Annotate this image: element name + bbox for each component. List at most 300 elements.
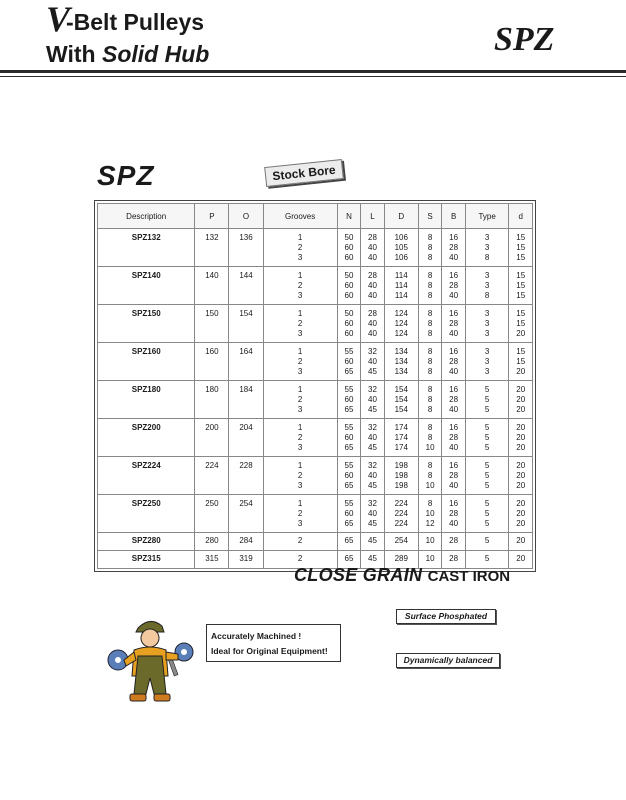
- cell-value: 40: [449, 291, 459, 300]
- cell-value: 124: [394, 319, 408, 328]
- table-cell: 154: [229, 305, 263, 343]
- cell-value: 16: [449, 385, 459, 394]
- table-cell: [337, 419, 361, 457]
- cell-value: 15: [516, 309, 526, 318]
- table-cell: [442, 305, 466, 343]
- cell-value: 106: [394, 253, 408, 262]
- cell-value: 45: [368, 443, 377, 452]
- cell-value: 60: [344, 319, 354, 328]
- table-cell: [418, 229, 442, 267]
- cell-value: 198: [394, 471, 408, 480]
- cell-value: 20: [516, 536, 526, 545]
- table-cell: SPZ180: [98, 381, 195, 419]
- table-cell: [263, 533, 337, 551]
- cell-value: 45: [368, 481, 377, 490]
- table-cell: [263, 419, 337, 457]
- cell-value: 8: [427, 233, 433, 242]
- table-cell: 140: [195, 267, 229, 305]
- cell-value: 224: [394, 519, 408, 528]
- table-cell: [337, 533, 361, 551]
- cell-value: 40: [449, 367, 459, 376]
- cell-value: 32: [368, 499, 377, 508]
- cell-value: 28: [449, 243, 459, 252]
- table-row: [98, 343, 533, 381]
- feature-machined: Accurately Machined !: [211, 631, 302, 641]
- cell-value: 3: [484, 233, 490, 242]
- cell-value: 60: [344, 281, 354, 290]
- cell-value: 65: [344, 481, 354, 490]
- cell-value: 20: [516, 461, 526, 470]
- cell-value: 174: [394, 443, 408, 452]
- table-row: [98, 495, 533, 533]
- table-row: [98, 381, 533, 419]
- cell-value: 45: [368, 519, 377, 528]
- table-cell: [418, 419, 442, 457]
- cell-value: 40: [449, 405, 459, 414]
- cell-value: 20: [516, 395, 526, 404]
- section-title: SPZ: [97, 160, 155, 191]
- cell-value: 50: [344, 233, 354, 242]
- cell-value: 5: [484, 385, 490, 394]
- cell-value: 5: [484, 554, 490, 563]
- cell-value: 15: [516, 271, 526, 280]
- cell-value: 55: [344, 499, 354, 508]
- table-cell: 144: [229, 267, 263, 305]
- cell-value: 5: [484, 481, 490, 490]
- table-cell: [465, 343, 509, 381]
- cell-value: 20: [516, 509, 526, 518]
- table-cell: [442, 229, 466, 267]
- cell-value: 8: [427, 347, 433, 356]
- cell-value: 32: [368, 423, 377, 432]
- cell-value: 65: [344, 367, 354, 376]
- cell-value: 16: [449, 233, 459, 242]
- cell-value: 20: [516, 499, 526, 508]
- table-cell: [361, 457, 385, 495]
- cell-value: 40: [368, 253, 377, 262]
- table-cell: [509, 533, 533, 551]
- material-label: [294, 564, 510, 588]
- cell-value: 154: [394, 405, 408, 414]
- spec-table-frame: [94, 200, 536, 572]
- cell-value: 50: [344, 271, 354, 280]
- cell-value: 28: [368, 271, 377, 280]
- table-cell: [465, 533, 509, 551]
- cell-value: 15: [516, 281, 526, 290]
- table-cell: SPZ250: [98, 495, 195, 533]
- header-series-code: SPZ: [494, 21, 555, 58]
- cell-value: 3: [297, 443, 303, 452]
- cell-value: 3: [484, 319, 490, 328]
- table-cell: 315: [195, 551, 229, 569]
- table-cell: [442, 381, 466, 419]
- table-cell: 150: [195, 305, 229, 343]
- cell-value: 3: [297, 291, 303, 300]
- cell-value: 1: [297, 461, 303, 470]
- table-cell: [418, 343, 442, 381]
- cell-value: 2: [297, 281, 303, 290]
- cell-value: 60: [344, 471, 354, 480]
- cell-value: 50: [344, 309, 354, 318]
- cell-value: 28: [368, 233, 377, 242]
- table-cell: SPZ140: [98, 267, 195, 305]
- cell-value: 2: [297, 554, 303, 563]
- cell-value: 16: [449, 499, 459, 508]
- table-cell: [361, 533, 385, 551]
- cell-value: 2: [297, 509, 303, 518]
- cell-value: 40: [449, 481, 459, 490]
- table-cell: [361, 495, 385, 533]
- table-cell: SPZ132: [98, 229, 195, 267]
- table-cell: 284: [229, 533, 263, 551]
- cell-value: 65: [344, 443, 354, 452]
- table-cell: SPZ315: [98, 551, 195, 569]
- cell-value: 10: [425, 481, 435, 490]
- table-header-row: [98, 204, 533, 229]
- cell-value: 20: [516, 554, 526, 563]
- cell-value: 15: [516, 233, 526, 242]
- table-cell: [509, 495, 533, 533]
- cell-value: 5: [484, 536, 490, 545]
- table-cell: 164: [229, 343, 263, 381]
- cell-value: 106: [394, 233, 408, 242]
- cell-value: 28: [449, 536, 459, 545]
- cell-value: 105: [394, 243, 408, 252]
- table-cell: 180: [195, 381, 229, 419]
- table-cell: [361, 343, 385, 381]
- table-cell: [384, 305, 418, 343]
- cell-value: 45: [368, 536, 377, 545]
- table-cell: [442, 343, 466, 381]
- title-line-2b: Solid Hub: [102, 41, 210, 67]
- cell-value: 114: [394, 281, 408, 290]
- cell-value: 40: [368, 329, 377, 338]
- cell-value: 40: [449, 443, 459, 452]
- cell-value: 60: [344, 329, 354, 338]
- cell-value: 8: [427, 395, 433, 404]
- table-cell: [384, 533, 418, 551]
- cell-value: 12: [425, 519, 435, 528]
- cell-value: 10: [425, 536, 435, 545]
- table-cell: 200: [195, 419, 229, 457]
- cell-value: 20: [516, 471, 526, 480]
- cell-value: 28: [449, 395, 459, 404]
- cell-value: 45: [368, 554, 377, 563]
- table-cell: [337, 229, 361, 267]
- table-cell: [384, 267, 418, 305]
- cell-value: 5: [484, 433, 490, 442]
- cell-value: 5: [484, 519, 490, 528]
- cell-value: 8: [484, 253, 490, 262]
- cell-value: 5: [484, 499, 490, 508]
- cell-value: 5: [484, 471, 490, 480]
- cell-value: 45: [368, 367, 377, 376]
- table-cell: [263, 229, 337, 267]
- cell-value: 8: [427, 253, 433, 262]
- cell-value: 20: [516, 367, 526, 376]
- column-header: L: [361, 204, 385, 229]
- features-box: [206, 624, 341, 662]
- cell-value: 3: [297, 519, 303, 528]
- table-cell: [263, 305, 337, 343]
- cell-value: 2: [297, 243, 303, 252]
- table-cell: [509, 551, 533, 569]
- cell-value: 28: [449, 554, 459, 563]
- cell-value: 134: [394, 347, 408, 356]
- cell-value: 16: [449, 271, 459, 280]
- cell-value: 5: [484, 461, 490, 470]
- cell-value: 1: [297, 385, 303, 394]
- cell-value: 8: [427, 433, 433, 442]
- cell-value: 60: [344, 509, 354, 518]
- table-cell: [442, 267, 466, 305]
- title-line-1: -Belt Pulleys: [66, 9, 205, 35]
- cell-value: 5: [484, 405, 490, 414]
- cell-value: 8: [427, 319, 433, 328]
- cell-value: 198: [394, 461, 408, 470]
- table-cell: [361, 229, 385, 267]
- cell-value: 60: [344, 433, 354, 442]
- title-line-2: [46, 40, 209, 68]
- cell-value: 28: [449, 471, 459, 480]
- cell-value: 3: [484, 347, 490, 356]
- cell-value: 5: [484, 423, 490, 432]
- table-cell: [509, 305, 533, 343]
- cell-value: 8: [427, 461, 433, 470]
- cell-value: 32: [368, 385, 377, 394]
- cell-value: 28: [449, 509, 459, 518]
- cell-value: 55: [344, 461, 354, 470]
- header-rule-thin: [0, 76, 626, 77]
- cell-value: 55: [344, 423, 354, 432]
- cell-value: 8: [427, 423, 433, 432]
- table-cell: [361, 305, 385, 343]
- cell-value: 134: [394, 357, 408, 366]
- cell-value: 40: [368, 471, 377, 480]
- table-cell: [509, 267, 533, 305]
- cell-value: 3: [484, 367, 490, 376]
- table-cell: [418, 267, 442, 305]
- title-v-letter: V: [46, 0, 71, 39]
- table-cell: [509, 343, 533, 381]
- cell-value: 8: [427, 243, 433, 252]
- cell-value: 20: [516, 433, 526, 442]
- cell-value: 20: [516, 423, 526, 432]
- cell-value: 174: [394, 423, 408, 432]
- cell-value: 8: [427, 385, 433, 394]
- cell-value: 20: [516, 329, 526, 338]
- cell-value: 2: [297, 433, 303, 442]
- cell-value: 10: [425, 443, 435, 452]
- table-cell: [465, 419, 509, 457]
- table-cell: [384, 381, 418, 419]
- table-cell: [337, 305, 361, 343]
- cell-value: 15: [516, 253, 526, 262]
- cell-value: 40: [368, 291, 377, 300]
- cell-value: 5: [484, 509, 490, 518]
- table-cell: [509, 457, 533, 495]
- cell-value: 28: [368, 309, 377, 318]
- cell-value: 8: [427, 367, 433, 376]
- cell-value: 10: [425, 554, 435, 563]
- cell-value: 65: [344, 536, 354, 545]
- cell-value: 154: [394, 395, 408, 404]
- cell-value: 40: [449, 253, 459, 262]
- cell-value: 2: [297, 536, 303, 545]
- column-header: P: [195, 204, 229, 229]
- cell-value: 8: [427, 471, 433, 480]
- column-header: d: [509, 204, 533, 229]
- cell-value: 8: [427, 309, 433, 318]
- table-cell: 136: [229, 229, 263, 267]
- title-line-2a: With: [46, 41, 102, 67]
- cell-value: 55: [344, 385, 354, 394]
- cell-value: 8: [427, 329, 433, 338]
- cell-value: 20: [516, 519, 526, 528]
- table-cell: [384, 457, 418, 495]
- cell-value: 174: [394, 433, 408, 442]
- table-cell: [384, 343, 418, 381]
- cell-value: 3: [484, 271, 490, 280]
- cell-value: 224: [394, 499, 408, 508]
- cell-value: 8: [427, 271, 433, 280]
- cell-value: 65: [344, 405, 354, 414]
- cell-value: 28: [449, 319, 459, 328]
- cell-value: 2: [297, 395, 303, 404]
- cell-value: 20: [516, 443, 526, 452]
- cell-value: 1: [297, 309, 303, 318]
- table-cell: [361, 381, 385, 419]
- cell-value: 124: [394, 329, 408, 338]
- cell-value: 28: [449, 281, 459, 290]
- table-cell: [442, 419, 466, 457]
- cell-value: 15: [516, 291, 526, 300]
- table-cell: [465, 305, 509, 343]
- table-body: [98, 229, 533, 569]
- cell-value: 20: [516, 405, 526, 414]
- table-cell: [509, 381, 533, 419]
- cell-value: 28: [449, 357, 459, 366]
- table-cell: 160: [195, 343, 229, 381]
- table-cell: [263, 495, 337, 533]
- table-row: [98, 229, 533, 267]
- material-sub: CAST IRON: [427, 568, 511, 585]
- cell-value: 10: [425, 509, 435, 518]
- cell-value: 15: [516, 357, 526, 366]
- cell-value: 40: [449, 519, 459, 528]
- cell-value: 16: [449, 347, 459, 356]
- table-cell: [418, 305, 442, 343]
- cell-value: 15: [516, 347, 526, 356]
- cell-value: 60: [344, 253, 354, 262]
- mechanic-illustration: [104, 614, 200, 710]
- cell-value: 40: [368, 281, 377, 290]
- cell-value: 60: [344, 243, 354, 252]
- table-cell: [384, 229, 418, 267]
- table-cell: [418, 495, 442, 533]
- cell-value: 114: [394, 271, 408, 280]
- cell-value: 2: [297, 319, 303, 328]
- table-cell: SPZ150: [98, 305, 195, 343]
- surface-phosphated-tag: Surface Phosphated: [396, 609, 496, 624]
- cell-value: 16: [449, 309, 459, 318]
- table-cell: [263, 381, 337, 419]
- column-header: Description: [98, 204, 195, 229]
- cell-value: 8: [427, 281, 433, 290]
- column-header: Grooves: [263, 204, 337, 229]
- cell-value: 254: [394, 536, 408, 545]
- cell-value: 65: [344, 554, 354, 563]
- table-cell: SPZ224: [98, 457, 195, 495]
- table-cell: [361, 267, 385, 305]
- column-header: Type: [465, 204, 509, 229]
- table-cell: [263, 343, 337, 381]
- cell-value: 154: [394, 385, 408, 394]
- cell-value: 8: [427, 291, 433, 300]
- table-cell: [337, 495, 361, 533]
- table-cell: 184: [229, 381, 263, 419]
- cell-value: 20: [516, 481, 526, 490]
- dynamically-balanced-tag: Dynamically balanced: [396, 653, 500, 668]
- cell-value: 1: [297, 499, 303, 508]
- cell-value: 5: [484, 395, 490, 404]
- feature-original-equipment: Ideal for Original Equipment!: [211, 646, 328, 656]
- column-header: B: [442, 204, 466, 229]
- cell-value: 15: [516, 243, 526, 252]
- cell-value: 198: [394, 481, 408, 490]
- header-rule-thick: [0, 70, 626, 73]
- cell-value: 40: [368, 243, 377, 252]
- cell-value: 5: [484, 443, 490, 452]
- cell-value: 3: [484, 329, 490, 338]
- cell-value: 40: [368, 395, 377, 404]
- cell-value: 60: [344, 291, 354, 300]
- cell-value: 40: [368, 357, 377, 366]
- cell-value: 1: [297, 347, 303, 356]
- column-header: D: [384, 204, 418, 229]
- cell-value: 2: [297, 471, 303, 480]
- table-cell: [442, 495, 466, 533]
- table-cell: 254: [229, 495, 263, 533]
- table-cell: 224: [195, 457, 229, 495]
- cell-value: 65: [344, 519, 354, 528]
- table-cell: [465, 495, 509, 533]
- cell-value: 8: [427, 405, 433, 414]
- table-cell: 132: [195, 229, 229, 267]
- cell-value: 134: [394, 367, 408, 376]
- cell-value: 15: [516, 319, 526, 328]
- material-main: CLOSE GRAIN: [294, 565, 423, 585]
- cell-value: 224: [394, 509, 408, 518]
- table-cell: [442, 533, 466, 551]
- table-cell: [361, 419, 385, 457]
- table-cell: 228: [229, 457, 263, 495]
- cell-value: 60: [344, 357, 354, 366]
- cell-value: 40: [368, 319, 377, 328]
- table-cell: [465, 229, 509, 267]
- table-cell: [337, 457, 361, 495]
- column-header: N: [337, 204, 361, 229]
- table-cell: [465, 381, 509, 419]
- table-cell: [337, 267, 361, 305]
- table-row: [98, 457, 533, 495]
- cell-value: 3: [297, 405, 303, 414]
- table-cell: [263, 267, 337, 305]
- cell-value: 16: [449, 461, 459, 470]
- cell-value: 3: [297, 367, 303, 376]
- table-cell: [509, 229, 533, 267]
- table-row: [98, 267, 533, 305]
